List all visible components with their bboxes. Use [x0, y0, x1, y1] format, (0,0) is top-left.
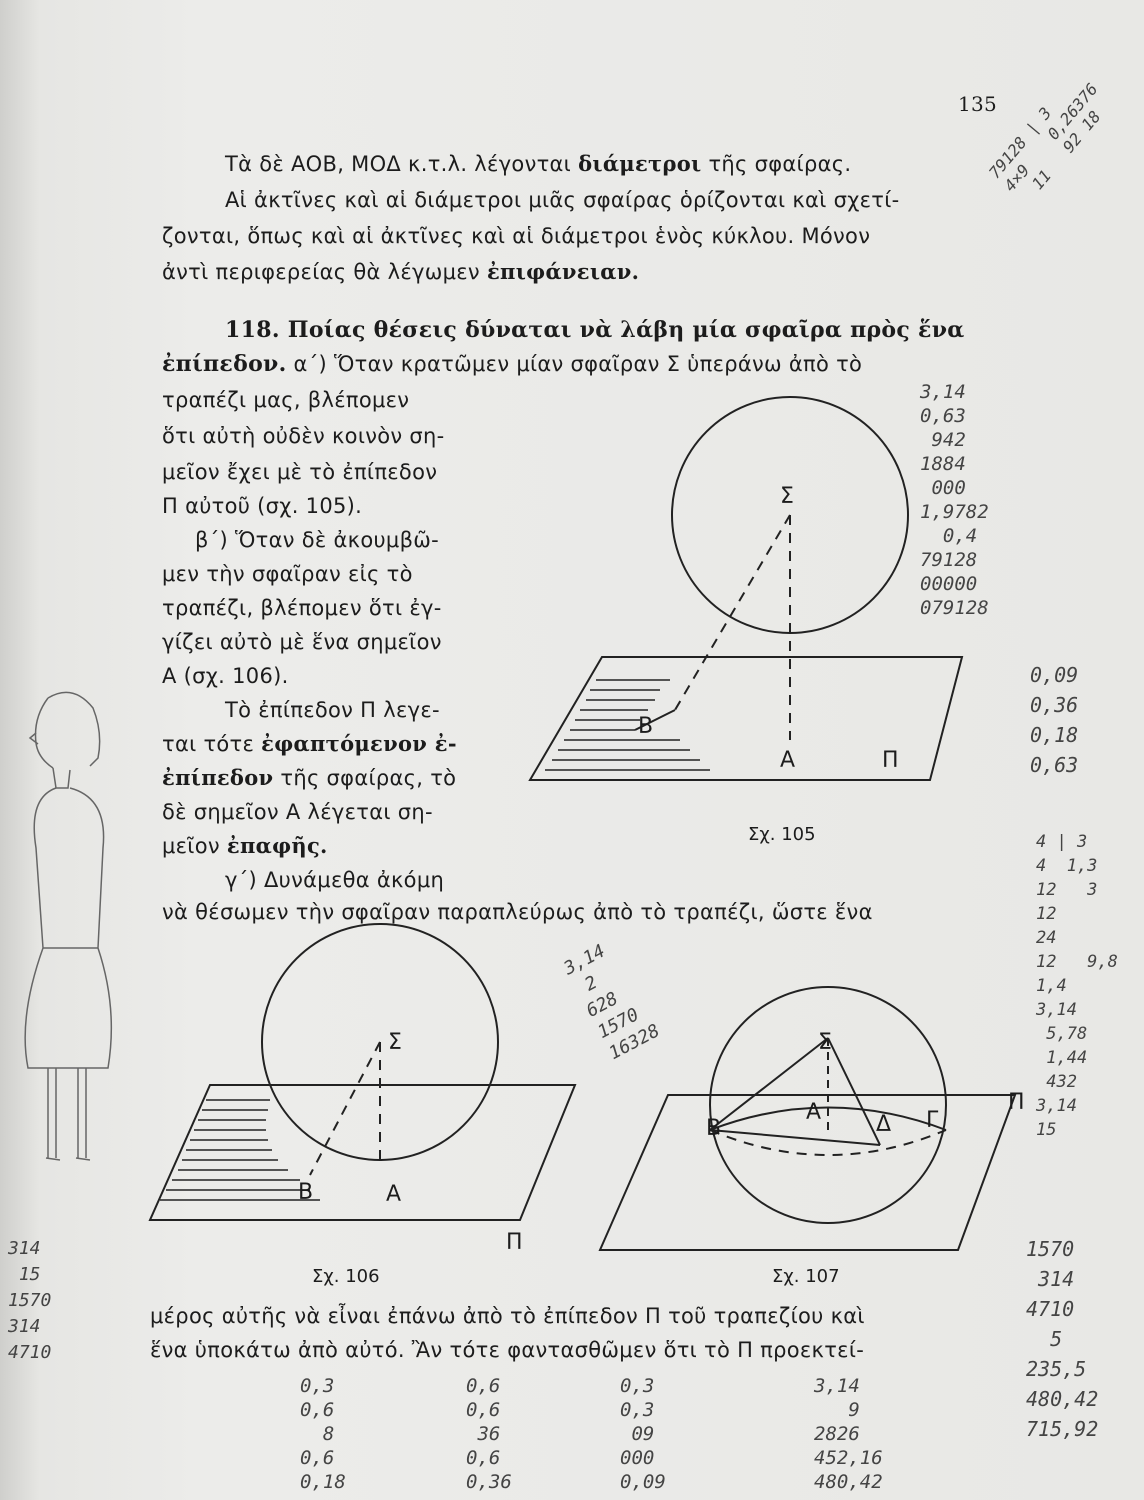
label-center: Σ: [818, 1030, 832, 1055]
text-line: Π αὐτοῦ (σχ. 105).: [162, 494, 363, 518]
text-line: [162, 728, 457, 760]
text-line: Τὸ ἐπίπεδον Π λεγε-: [225, 698, 440, 722]
text: μεῖον: [162, 834, 227, 858]
label-point-b: Β: [706, 1116, 722, 1141]
label-plane: Π: [506, 1230, 523, 1255]
handwritten-calc-column-2: 0,09 0,36 0,18 0,63: [1030, 663, 1079, 777]
figure-caption: Σχ. 105: [748, 824, 816, 845]
sphere-outline: [710, 987, 946, 1223]
text-line: ἕνα ὑποκάτω ἀπὸ αὐτό. Ἂν τότε φαντασθῶμεν ὅτι τὸ Π προεκτεί-: [150, 1338, 865, 1362]
handwritten-calc-column-3: 4 | 3 4 1,3 12 3 12 24 12 9,8 1,4 3,14 5,78 1,44 432 3,14 15: [1036, 832, 1118, 1140]
handwritten-calc-middle: 3,14 2 628 1570 16328: [560, 940, 664, 1065]
text-line: νὰ θέσωμεν τὴν σφαῖραν παραπλεύρως ἀπὸ τὸ τραπέζι, ὥστε ἕνα: [162, 900, 873, 924]
line-sd: [828, 1038, 880, 1145]
label-point-a: Α: [806, 1100, 822, 1125]
label-point-b: Β: [298, 1180, 314, 1205]
text: τῆς σφαίρας, τὸ: [273, 766, 457, 790]
text-line: Α (σχ. 106).: [162, 664, 289, 688]
text-line: [162, 762, 456, 794]
label-plane: Π: [1008, 1090, 1025, 1115]
handwritten-calc-bottom-right: 1570 314 4710 5 235,5 480,42 715,92: [1026, 1237, 1099, 1441]
label-point-b: Β: [638, 714, 654, 739]
line-bd: [710, 1130, 880, 1145]
text: Τὰ δὲ ΑΟΒ, ΜΟΔ κ.τ.λ. λέγονται: [225, 152, 579, 176]
handwritten-calc-left-margin: 314 15 1570 314 4710: [8, 1238, 52, 1363]
text-line: β΄) Ὅταν δὲ ἀκουμβῶ-: [195, 528, 440, 552]
plane-hatching: [160, 1100, 320, 1200]
text: ται τότε: [162, 732, 262, 756]
page-number: 135: [958, 92, 998, 116]
figure-caption: Σχ. 106: [312, 1266, 380, 1287]
label-point-d: Δ: [876, 1112, 892, 1137]
handwritten-calc-bottom-1: 0,3 0,6 8 0,6 0,18: [300, 1375, 346, 1493]
label-center: Σ: [780, 484, 794, 509]
text: ἀντὶ περιφερείας θὰ λέγωμεν: [162, 260, 487, 284]
paragraph-diameters: [225, 148, 851, 180]
label-plane: Π: [882, 748, 899, 773]
text-line: μεῖον ἔχει μὲ τὸ ἐπίπεδον: [162, 460, 438, 484]
section-heading: 118. Ποίας θέσεις δύναται νὰ λάβη μία σφαῖρα πρὸς ἕνα: [225, 317, 965, 343]
text-line: γ΄) Δυνάμεθα ἀκόμη: [225, 868, 445, 892]
section-heading-end: ἐπίπεδον.: [162, 351, 287, 377]
handwritten-calc-bottom-4: 3,14 9 2826 452,16 480,42: [814, 1375, 883, 1493]
pencil-sketch-woman: [8, 688, 128, 1208]
bold-term: διάμετροι: [578, 151, 702, 176]
label-point-g: Γ: [926, 1108, 939, 1133]
label-point-a: Α: [780, 748, 796, 773]
handwritten-calc-bottom-3: 0,3 0,3 09 000 0,09: [620, 1375, 666, 1493]
bold-term: ἐπαφῆς.: [226, 833, 328, 858]
handwritten-calc-column-1: 3,14 0,63 942 1884 000 1,9782 0,4 79128 00000 079128: [920, 381, 989, 619]
text-line: γίζει αὐτὸ μὲ ἕνα σημεῖον: [162, 630, 442, 654]
bold-term: ἐπιφάνειαν.: [486, 259, 640, 284]
text-line: μέρος αὐτῆς νὰ εἶναι ἐπάνω ἀπὸ τὸ ἐπίπεδον Π τοῦ τραπεζίου καὶ: [150, 1304, 865, 1328]
text-line: ὅτι αὐτὴ οὐδὲν κοινὸν ση-: [162, 424, 445, 448]
figure-107: [590, 980, 1030, 1270]
text-line: μεν τὴν σφαῖραν εἰς τὸ: [162, 562, 413, 586]
text-line: δὲ σημεῖον Α λέγεται ση-: [162, 800, 433, 824]
bold-term: ἐπίπεδον: [162, 765, 274, 790]
text-line: τραπέζι, βλέπομεν ὅτι ἐγ-: [162, 596, 442, 620]
text-line: Αἱ ἀκτῖνες καὶ αἱ διάμετροι μιᾶς σφαίρας ὁρίζονται καὶ σχετί-: [225, 188, 900, 212]
text-line: [162, 256, 639, 288]
text: α΄) Ὅταν κρατῶμεν μίαν σφαῖραν Σ ὑπεράνω ἀπὸ τὸ: [286, 352, 863, 376]
text-line: [162, 348, 862, 380]
figure-106: [140, 930, 560, 1230]
bold-term: ἐφαπτόμενον ἐ-: [261, 731, 457, 756]
handwritten-calc-bottom-2: 0,6 0,6 36 0,6 0,36: [466, 1375, 512, 1493]
text-line: ζονται, ὅπως καὶ αἱ ἀκτῖνες καὶ αἱ διάμετροι ἑνὸς κύκλου. Μόνον: [162, 224, 871, 248]
dashed-line-b: [675, 515, 790, 710]
label-point-a: Α: [386, 1182, 402, 1207]
text-line: [162, 830, 328, 862]
text-line: τραπέζι μας, βλέπομεν: [162, 388, 410, 412]
label-center: Σ: [388, 1030, 402, 1055]
figure-caption: Σχ. 107: [772, 1266, 840, 1287]
text: τῆς σφαίρας.: [701, 152, 852, 176]
handwritten-calc-top-right: 79128 | 3 4×9 0,26376 11 92 18: [985, 79, 1105, 208]
